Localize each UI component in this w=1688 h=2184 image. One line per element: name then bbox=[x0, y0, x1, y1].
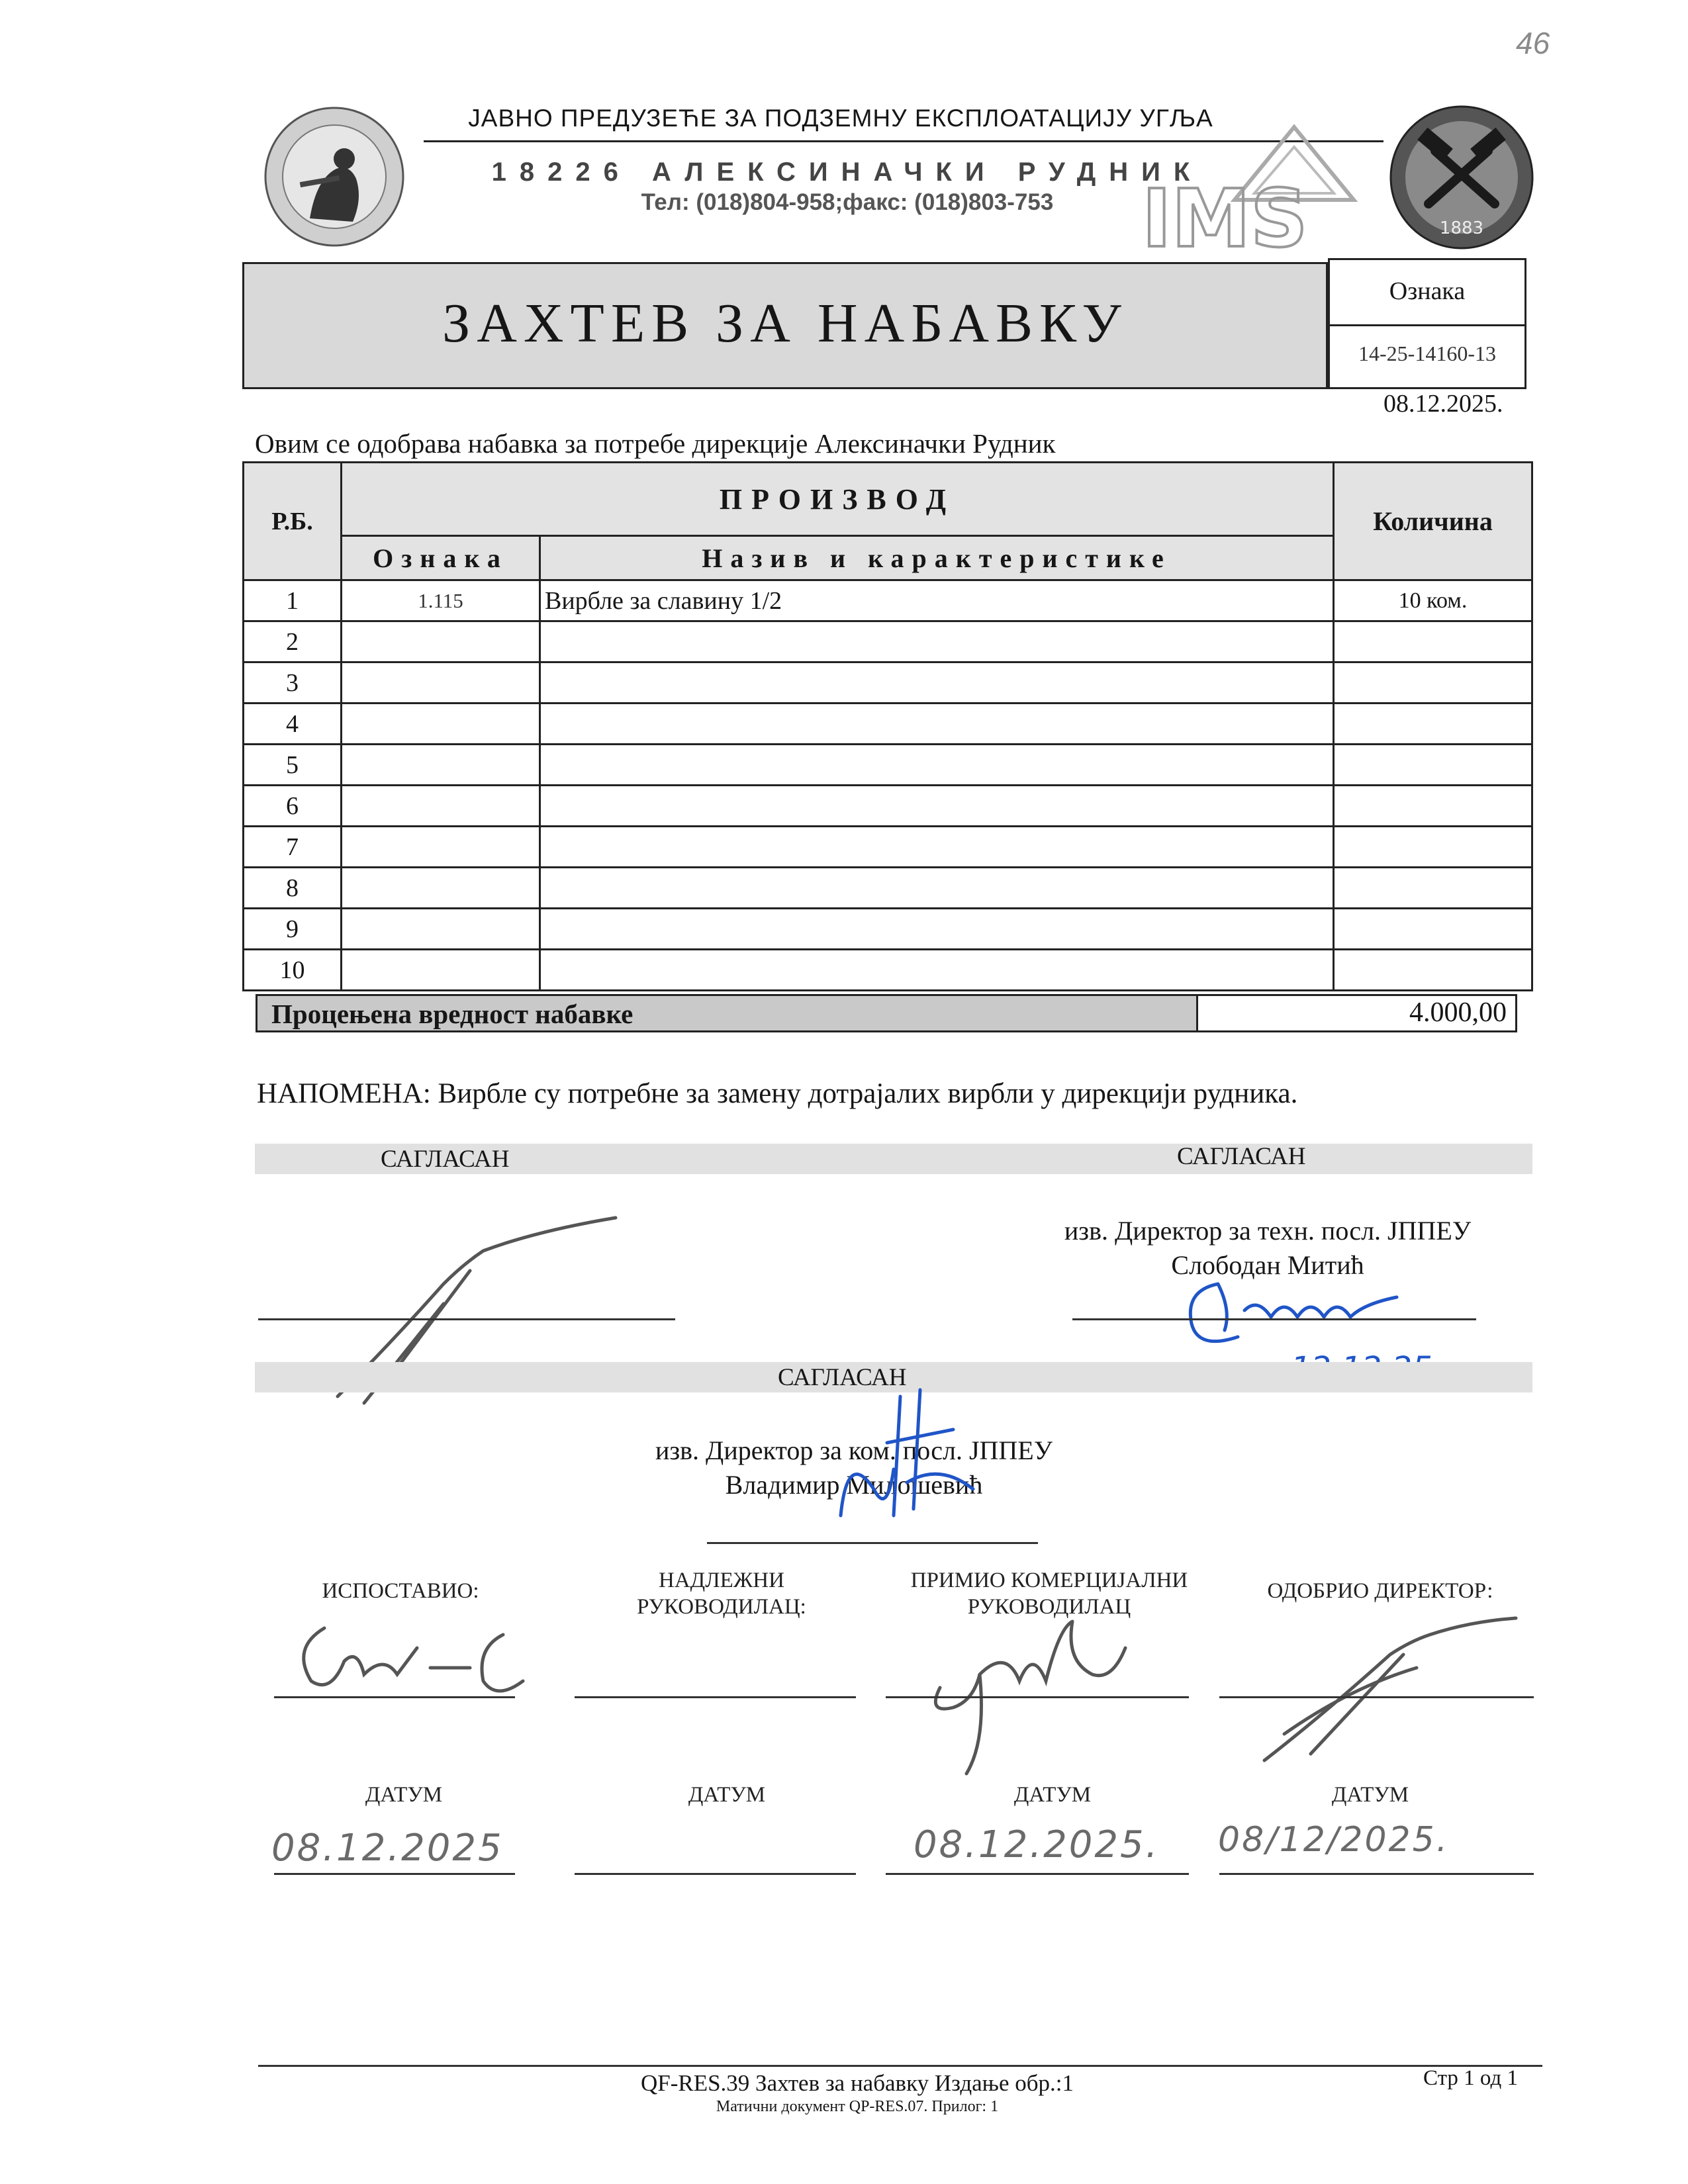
row-quantity bbox=[1334, 868, 1532, 909]
handwritten-date-director: 08/12/2025. bbox=[1218, 1820, 1450, 1860]
date-line-manager bbox=[575, 1873, 856, 1875]
row-code bbox=[342, 909, 540, 950]
footer-form-id: QF-RES.39 Захтев за набавку Издање обр.:1 bbox=[640, 2070, 1074, 2096]
header-product: ПРОИЗВОД bbox=[342, 463, 1334, 536]
table-row bbox=[244, 704, 1532, 745]
row-number: 10 bbox=[244, 950, 342, 991]
header-quantity: Количина bbox=[1334, 463, 1532, 580]
page-number-mark: 46 bbox=[1516, 26, 1550, 60]
signature-line-director bbox=[1219, 1696, 1534, 1698]
code-label: Ознака bbox=[1389, 277, 1466, 305]
row-code bbox=[342, 868, 540, 909]
row-name bbox=[540, 662, 1334, 704]
footer-rule bbox=[258, 2065, 1542, 2067]
tech-director-title: изв. Директор за техн. посл. ЈППЕУ bbox=[1064, 1216, 1472, 1246]
row-name bbox=[540, 621, 1334, 662]
table-row bbox=[244, 621, 1532, 662]
row-number: 4 bbox=[244, 704, 342, 745]
director-label: ОДОБРИО ДИРЕКТОР: bbox=[1267, 1579, 1493, 1603]
agree-left-label: САГЛАСАН bbox=[381, 1146, 510, 1173]
document-title: ЗАХТЕВ ЗА НАБАВКУ bbox=[442, 293, 1128, 354]
signature-tech-director bbox=[1178, 1271, 1417, 1363]
row-code bbox=[342, 950, 540, 991]
company-logo-hammers bbox=[1389, 105, 1534, 250]
agree-middle-label: САГЛАСАН bbox=[778, 1364, 907, 1391]
company-name: ЈАВНО ПРЕДУЗЕЋЕ ЗА ПОДЗЕМНУ ЕКСПЛОАТАЦИЈУ УГЉА bbox=[468, 105, 1213, 132]
approval-text: Овим се одобрава набавка за потребе дирекције Алексиначки Рудник bbox=[255, 428, 1056, 459]
signature-commercial bbox=[914, 1608, 1139, 1780]
row-name bbox=[540, 868, 1334, 909]
row-number: 5 bbox=[244, 745, 342, 786]
row-code bbox=[342, 621, 540, 662]
row-name bbox=[540, 909, 1334, 950]
row-quantity bbox=[1334, 662, 1532, 704]
signature-commercial-director bbox=[821, 1383, 993, 1555]
footer-page-number: Стр 1 од 1 bbox=[1423, 2066, 1518, 2090]
ims-logo bbox=[1129, 120, 1367, 259]
footer-parent-document: Матични документ QP-RES.07. Прилог: 1 bbox=[716, 2098, 999, 2115]
row-number: 3 bbox=[244, 662, 342, 704]
table-row bbox=[244, 909, 1532, 950]
commercial-label-line2: РУКОВОДИЛАЦ bbox=[967, 1595, 1131, 1619]
mine-name: 18226 АЛЕКСИНАЧКИ РУДНИК bbox=[491, 158, 1203, 187]
commercial-label-line1: ПРИМИО КОМЕРЦИЈАЛНИ bbox=[910, 1569, 1188, 1592]
table-row bbox=[244, 662, 1532, 704]
commercial-director-title: изв. Директор за ком. посл. ЈППЕУ bbox=[655, 1435, 1053, 1465]
manager-label bbox=[583, 1567, 861, 1620]
row-code: 1.115 bbox=[342, 580, 540, 621]
date-line-director bbox=[1219, 1873, 1534, 1875]
row-quantity bbox=[1334, 704, 1532, 745]
row-number: 7 bbox=[244, 827, 342, 868]
row-quantity bbox=[1334, 827, 1532, 868]
svg-text:IMS: IMS bbox=[1142, 173, 1308, 259]
product-table bbox=[242, 461, 1533, 991]
row-name bbox=[540, 745, 1334, 786]
note-text: НАПОМЕНА: Вирбле су потребне за замену дотрајалих вирбли у дирекцији рудника. bbox=[257, 1078, 1298, 1109]
row-name bbox=[540, 827, 1334, 868]
header-code: Ознака bbox=[342, 536, 540, 580]
row-number: 6 bbox=[244, 786, 342, 827]
row-code bbox=[342, 827, 540, 868]
handwritten-date-commercial: 08.12.2025. bbox=[914, 1823, 1160, 1866]
header-name: Назив и карактеристике bbox=[540, 536, 1334, 580]
row-code bbox=[342, 786, 540, 827]
manager-label-line1: НАДЛЕЖНИ bbox=[659, 1569, 784, 1592]
row-number: 1 bbox=[244, 580, 342, 621]
table-row bbox=[244, 786, 1532, 827]
signature-line-manager bbox=[575, 1696, 856, 1698]
code-value: 14-25-14160-13 bbox=[1358, 341, 1496, 365]
signature-line-left bbox=[258, 1318, 675, 1320]
issuer-label: ИСПОСТАВИО: bbox=[322, 1579, 479, 1603]
contact-info: Тел: (018)804-958;факс: (018)803-753 bbox=[641, 189, 1054, 215]
logo-year: 1883 bbox=[1439, 218, 1484, 238]
manager-label-line2: РУКОВОДИЛАЦ: bbox=[637, 1595, 806, 1619]
row-quantity: 10 ком. bbox=[1334, 580, 1532, 621]
company-logo-miner bbox=[263, 106, 405, 248]
row-name bbox=[540, 704, 1334, 745]
signature-line-tech bbox=[1072, 1318, 1476, 1320]
row-code bbox=[342, 662, 540, 704]
date-label-issuer: ДАТУМ bbox=[365, 1783, 443, 1807]
signature-line-issuer bbox=[274, 1696, 515, 1698]
table-row bbox=[244, 827, 1532, 868]
table-row bbox=[244, 580, 1532, 621]
code-separator bbox=[1328, 324, 1526, 326]
row-name bbox=[540, 950, 1334, 991]
row-code bbox=[342, 704, 540, 745]
date-label-director: ДАТУМ bbox=[1331, 1783, 1409, 1807]
signature-director bbox=[1244, 1615, 1523, 1767]
tech-director-name: Слободан Митић bbox=[1171, 1250, 1364, 1280]
date-line-issuer bbox=[274, 1873, 515, 1875]
signature-line-commercial bbox=[707, 1542, 1038, 1544]
table-row bbox=[244, 950, 1532, 991]
row-number: 9 bbox=[244, 909, 342, 950]
handwritten-date-issuer: 08.12.2025 bbox=[271, 1827, 504, 1870]
date-label-commercial: ДАТУМ bbox=[1013, 1783, 1092, 1807]
row-quantity bbox=[1334, 786, 1532, 827]
commercial-director-name: Владимир Милошевић bbox=[725, 1470, 983, 1500]
signature-issuer bbox=[285, 1608, 549, 1707]
row-quantity bbox=[1334, 621, 1532, 662]
row-quantity bbox=[1334, 950, 1532, 991]
table-row bbox=[244, 868, 1532, 909]
estimate-value: 4.000,00 bbox=[1409, 997, 1507, 1028]
document-date: 08.12.2025. bbox=[1383, 390, 1503, 418]
estimate-label: Процењена вредност набавке bbox=[271, 999, 633, 1029]
agree-right-label: САГЛАСАН bbox=[1177, 1143, 1306, 1170]
date-label-manager: ДАТУМ bbox=[688, 1783, 766, 1807]
row-name: Вирбле за славину 1/2 bbox=[540, 580, 1334, 621]
row-quantity bbox=[1334, 909, 1532, 950]
signature-line-commercial-manager bbox=[886, 1696, 1189, 1698]
header-rb: Р.Б. bbox=[244, 463, 342, 580]
row-quantity bbox=[1334, 745, 1532, 786]
date-line-commercial bbox=[886, 1873, 1189, 1875]
row-number: 8 bbox=[244, 868, 342, 909]
row-number: 2 bbox=[244, 621, 342, 662]
table-row bbox=[244, 745, 1532, 786]
row-name bbox=[540, 786, 1334, 827]
row-code bbox=[342, 745, 540, 786]
